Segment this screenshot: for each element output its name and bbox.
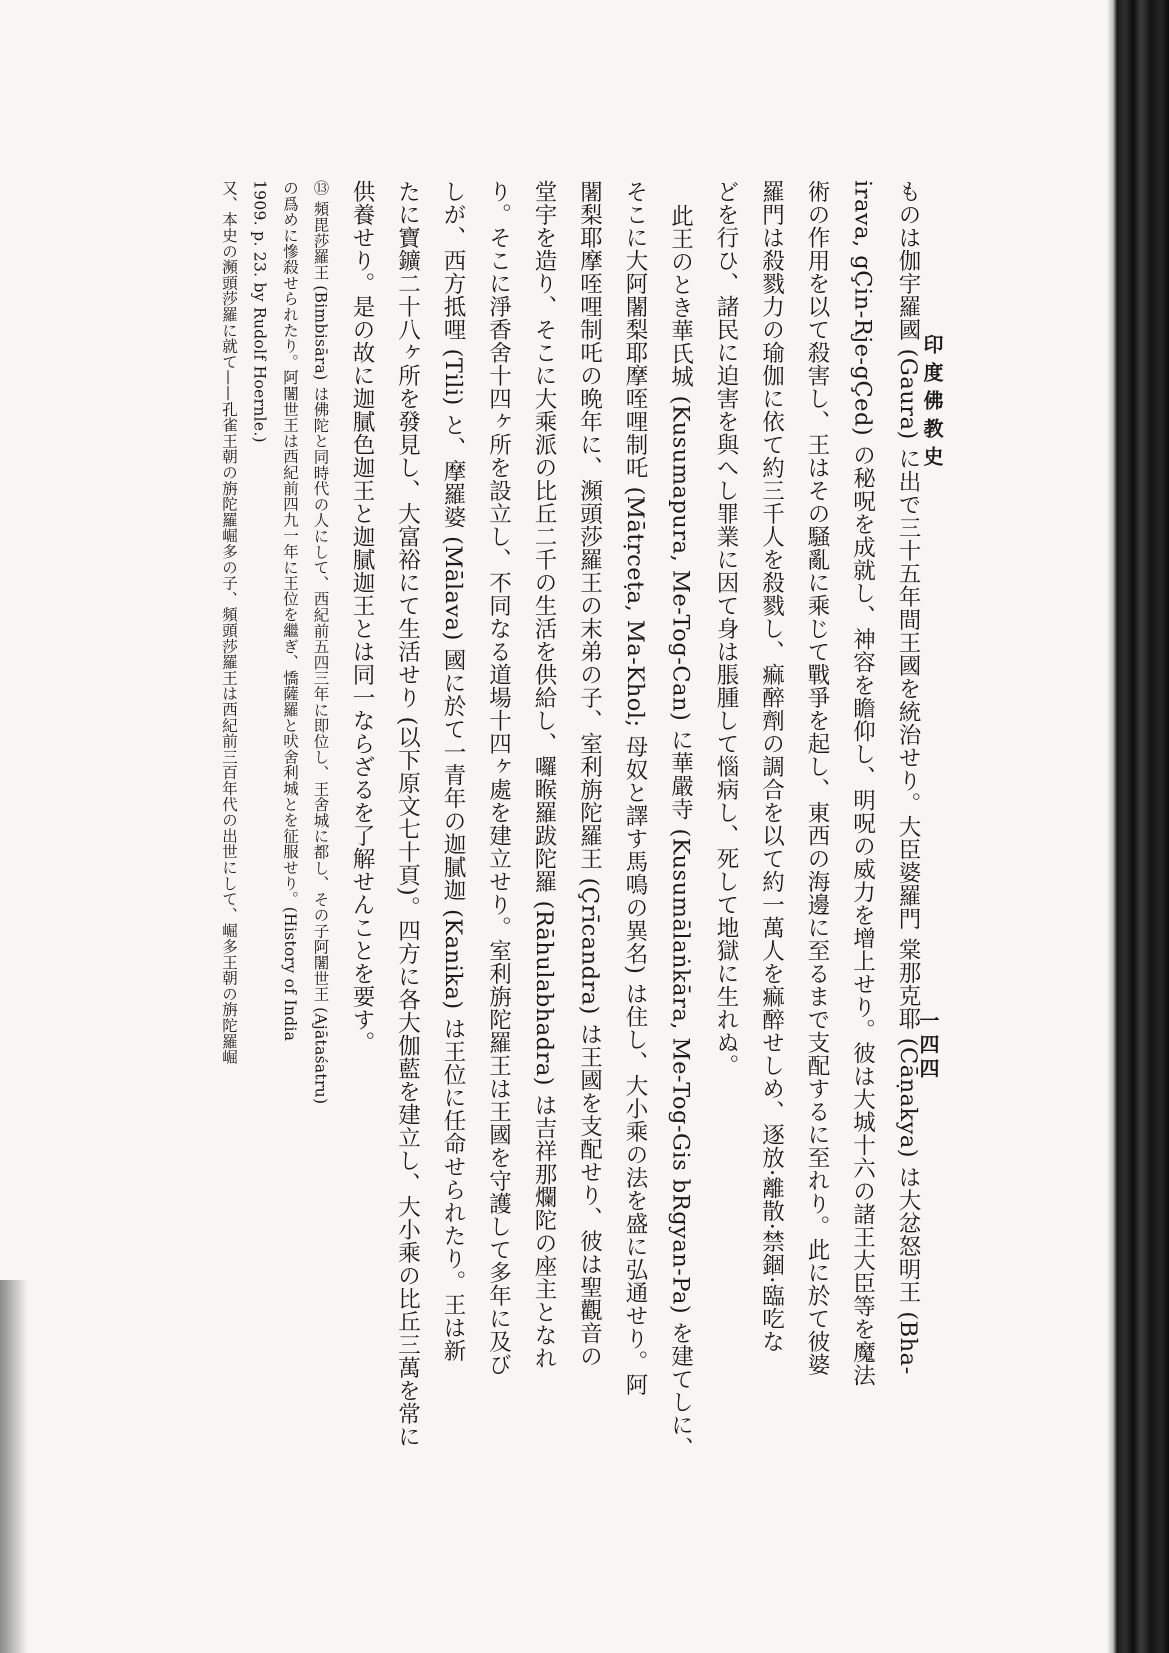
text-column: 闍梨耶摩咥哩制吒の晩年に、瀕頭莎羅王の末弟の子、室利旃陀羅王 (Çrīcandra) は王國を支配せり、彼は聖觀音の [576, 180, 603, 1368]
text-column: ものは伽宇羅國 (Gaura) に出で三十五年間王國を統治せり。大臣婆羅門 棠那克耶 (Cāṇakya) は大忿怒明王 (Bha- [895, 180, 921, 1375]
footnote-column: の爲めに慘殺せられたり。阿闍世王は西紀前四九一年に王位を繼ぎ、憍薩羅と吠舍利城とを征服せり。(History of India [281, 180, 299, 1042]
text-column: 此王のとき華氏城 (Kusumapura, Me-Tog-Can) に華嚴寺 (Kusumālaṅkāra, Me-Tog-Gis bRgyan-Pa) を建てしに、 [667, 204, 694, 1460]
text-column: しが、西方抵哩 (Tili) と、摩羅婆 (Mālava) 國に於て一青年の迦膩迦 (Kanika) は王位に任命せられたり。王は新 [440, 180, 466, 1363]
running-title: 印度佛教史 [920, 334, 944, 474]
text-column: たに寶鑛二十八ヶ所を發見し、大富裕にて生活せり (以下原文七十頁)。四方に各大伽藍を建立し、大小乘の比丘三萬を常に [394, 180, 421, 1449]
text-column: どを行ひ、諸民に迫害を與へし罪業に因て身は脹腫して惱病し、死して地獄に生れぬ。 [713, 180, 739, 1077]
text-column: 術の作用を以て殺害し、王はその騒亂に乘じて戰爭を起し、東西の海邊に至るまで支配するに至れり。此に於て彼婆 [804, 180, 830, 1376]
footnote-column: 1909. p. 23. by Rudolf Hoernle.) [250, 180, 269, 443]
text-column: そこに大阿闍梨耶摩咥哩制吒 (Mātṛceṭa, Ma-Khol; 母奴と譯す馬鳴の異名) は住し、大小乘の法を盛に弘通せり。阿 [622, 180, 648, 1397]
scan-shadow [0, 1280, 28, 1653]
main-text-block [220, 180, 921, 1560]
text-column: 供養せり。是の故に迦膩色迦王と迦膩迦王とは同一ならざるを了解せんことを要す。 [349, 180, 375, 1054]
page-number: 一四四 [916, 1010, 940, 1082]
text-column: 羅門は殺戮力の瑜伽に依て約三千人を殺戮し、痲醉劑の調合を以て約一萬人を痲醉せしめ、逐放·離散·禁錮·臨吃な [758, 180, 785, 1353]
text-column: り。そこに淨香舍十四ヶ所を設立し、不同なる道場十四ヶ處を建立せり。室利旃陀羅王は王國を守護して多年に及び [485, 180, 512, 1376]
footnote-column: 又、本史の瀕頭莎羅に就て——孔雀王朝の旃陀羅崛多の子、頻頭莎羅王は西紀前三百年代の出世にして、崛多王朝の旃陀羅崛 [220, 180, 238, 1065]
text-column: irava, gÇin-Rje-gÇed) の秘呪を成就し、神容を瞻仰し、明呪の威力を增上せり。彼は大城十六の諸王大臣等を魔法 [849, 180, 876, 1387]
book-binding-edge [1107, 0, 1169, 1653]
footnote-column: ⑬ 頻毘莎羅王 (Bimbisāra) は佛陀と同時代の人にして、西紀前五四三年に即位し、王舍城に都し、その子阿闍世王 (Ajātaśatru) [311, 180, 330, 1105]
text-column: 堂宇を造り、そこに大乘派の比丘二千の生活を供給し、囉睺羅跋陀羅 (Rāhulabhadra) は吉祥那爛陀の座主となれ [531, 180, 557, 1370]
